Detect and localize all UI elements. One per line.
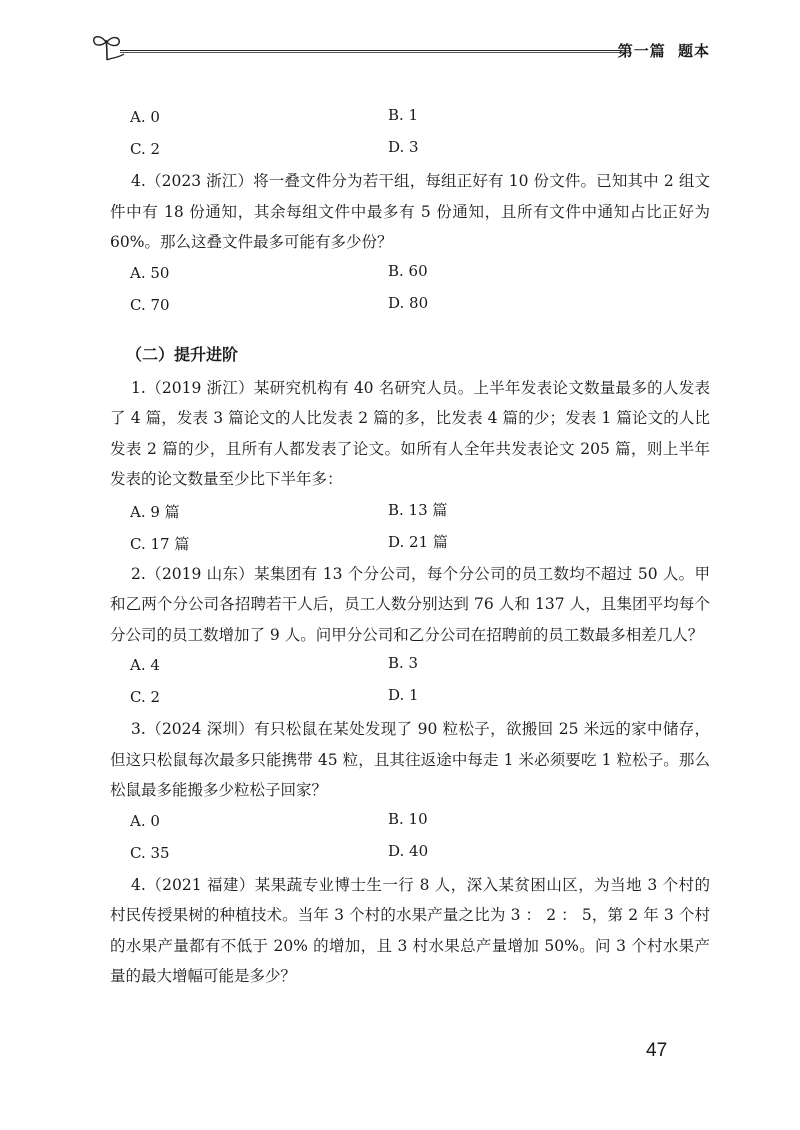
option-row [110,290,710,322]
question-text: 1.（2019 浙江）某研究机构有 40 名研究人员。上半年发表论文数量最多的人发表了 4 篇，发表 3 篇论文的人比发表 2 篇的多，比发表 4 篇的少；发表 1 篇论文的人比发表 2 篇的少，且所有人都发表了论文。如所有人全年共发表论文 205 篇，则上半年发表的论文数量至少比下半年多： [110,378,710,488]
page-content [110,102,710,992]
option-row [110,682,710,714]
question-text: 4.（2021 福建）某果蔬专业博士生一行 8 人，深入某贫困山区，为当地 3 个村的村民传授果树的种植技术。当年 3 个村的水果产量之比为 3 ： 2 ： 5，第 2 年 3 个村的水果产量都有不低于 20% 的增加，且 3 村水果总产量增加 50%。问 3 个村水果产量的最大增幅可能是多少？ [110,875,710,985]
section-heading: （二）提升进阶 [126,344,239,364]
option-row [110,527,710,559]
option-row [110,806,710,838]
sprout-icon [90,32,124,62]
option-c: C. 70 [130,295,170,314]
option-a: A. 4 [130,656,160,674]
question-text: 3.（2024 深圳）有只松鼠在某处发现了 90 粒松子，欲搬回 25 米远的家中储存，但这只松鼠每次最多只能携带 45 粒，且其往返途中每走 1 米必须要吃 1 粒松子。那么松鼠最多能搬多少粒松子回家？ [110,720,710,799]
page-header [90,30,710,70]
option-a: A. 0 [130,108,160,126]
option-c: C. 35 [130,843,170,862]
option-a: A. 50 [130,263,170,282]
option-c: C. 2 [130,140,161,158]
option-a: A. 9 篇 [130,502,180,521]
header-title [618,40,710,61]
option-row [110,650,710,682]
option-row [110,258,710,290]
option-b: B. 1 [388,106,419,124]
option-d: D. 80 [388,293,429,312]
question-text: 2.（2019 山东）某集团有 13 个分公司，每个分公司的员工数均不超过 50 人。甲和乙两个分公司各招聘若干人后，员工人数分别达到 76 人和 137 人，且集团平均每个分公司的员工数增加了 9 人。问甲分公司和乙分公司在招聘前的员工数最多相差几人？ [110,564,710,644]
header-chapter: 第一篇 [617,42,666,60]
option-d: D. 21 篇 [388,532,448,551]
option-c: C. 17 篇 [130,534,190,553]
option-d: D. 1 [388,686,419,704]
option-a: A. 0 [130,811,160,830]
option-b: B. 13 篇 [388,500,448,519]
option-b: B. 60 [388,261,428,280]
question-text: 4.（2023 浙江）将一叠文件分为若干组，每组正好有 10 份文件。已知其中 2 组文件中有 18 份通知，其余每组文件中最多有 5 份通知，且所有文件中通知占比正好为 60%。那么这叠文件最多可能有多少份？ [110,172,710,251]
option-row [110,134,710,166]
page-number: 47 [646,1040,668,1061]
option-c: C. 2 [130,688,161,706]
header-section: 题本 [677,42,710,60]
header-rule-secondary [120,52,620,53]
option-row [110,838,710,870]
header-rule [120,50,620,51]
option-row [110,495,710,527]
option-d: D. 3 [388,138,419,156]
option-b: B. 10 [388,809,428,828]
option-row [110,102,710,134]
option-b: B. 3 [388,654,419,672]
option-d: D. 40 [388,841,429,860]
